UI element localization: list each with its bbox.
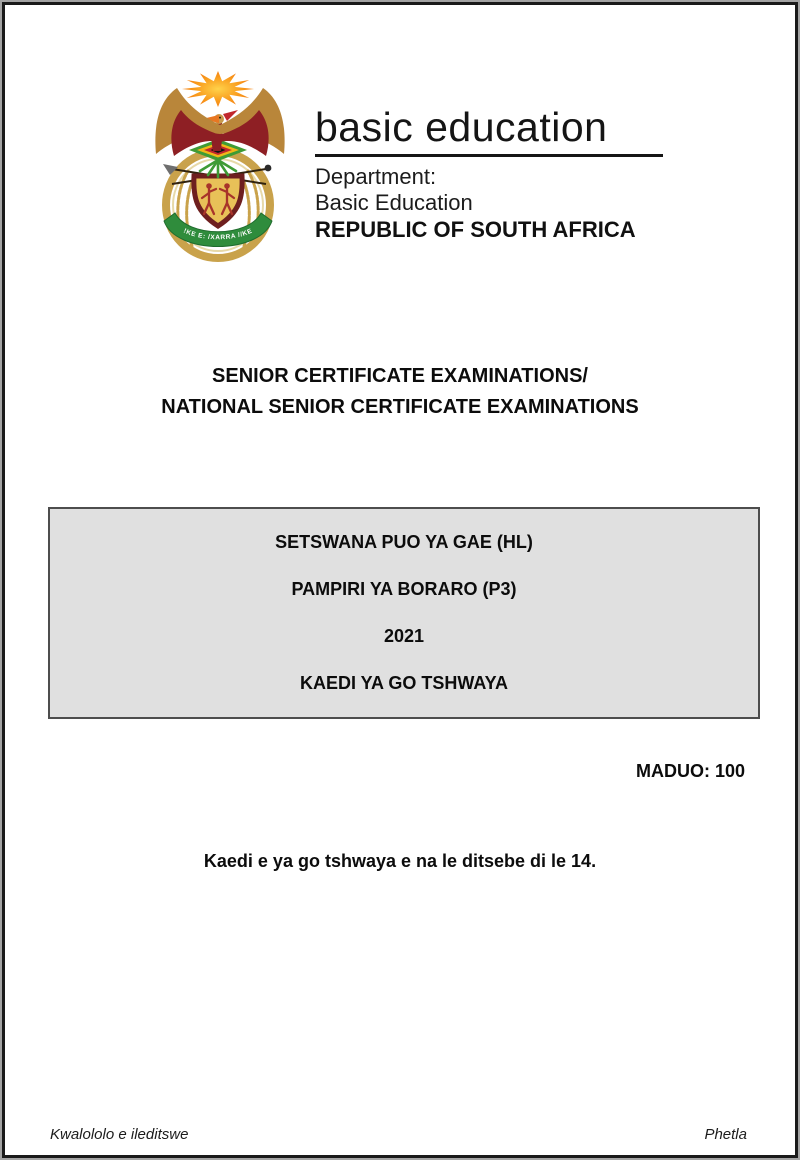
document-type: KAEDI YA GO TSHWAYA [299, 673, 509, 693]
paper-number: PAMPIRI YA BORARO (P3) [291, 579, 517, 599]
subject-name: SETSWANA PUO YA GAE (HL) [275, 532, 533, 552]
coat-of-arms-emblem [150, 65, 290, 265]
exam-title [5, 361, 795, 423]
motto-text: !KE E: /XARRA //KE [182, 227, 254, 242]
marks-total: MADUO: 100 [635, 761, 745, 781]
turn-over-note: Phetla [704, 1126, 747, 1143]
copyright-note: Kwalololo e ileditswe [50, 1126, 189, 1143]
dept-line-1: Department: [315, 164, 437, 189]
brand-title: basic education [315, 104, 608, 150]
brand-underline [315, 154, 663, 157]
country-line: REPUBLIC OF SOUTH AFRICA [315, 217, 636, 242]
dept-line-2: Basic Education [315, 190, 473, 215]
page-count-note: Kaedi e ya go tshwaya e na le ditsebe di le 14. [203, 851, 597, 871]
exam-year: 2021 [383, 626, 425, 646]
exam-title-line-1: SENIOR CERTIFICATE EXAMINATIONS/ [212, 365, 588, 387]
subject-box [48, 507, 760, 719]
sunburst [182, 71, 254, 107]
exam-title-line-2: NATIONAL SENIOR CERTIFICATE EXAMINATIONS [161, 396, 639, 418]
shield [194, 176, 242, 226]
document-page [2, 2, 798, 1158]
page-footer [50, 1126, 747, 1143]
department-wordmark [315, 105, 675, 243]
